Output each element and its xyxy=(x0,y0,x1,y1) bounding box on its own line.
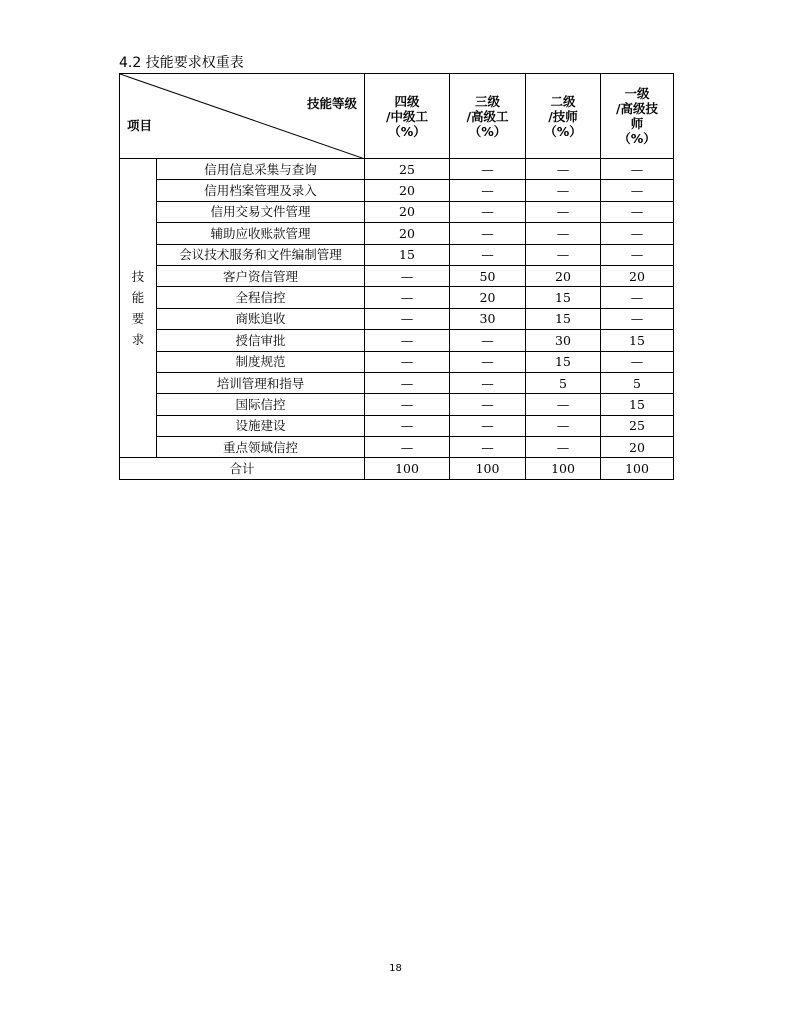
row-item: 设施建设 xyxy=(157,415,365,436)
cell-value: — xyxy=(601,308,674,329)
cell-value: — xyxy=(526,223,601,244)
cell-value: — xyxy=(526,201,601,222)
total-row xyxy=(120,458,674,479)
table-row xyxy=(120,437,674,458)
cell-value: — xyxy=(365,308,450,329)
table-row xyxy=(120,415,674,436)
cell-value: 15 xyxy=(365,244,450,265)
cell-value: 15 xyxy=(526,287,601,308)
cell-value: 15 xyxy=(601,394,674,415)
cell-value: — xyxy=(365,415,450,436)
row-item: 信用交易文件管理 xyxy=(157,201,365,222)
cell-value: 20 xyxy=(365,180,450,201)
cell-value: — xyxy=(601,351,674,372)
cell-value: — xyxy=(601,180,674,201)
page-number: 18 xyxy=(389,963,402,974)
corner-label-item: 项目 xyxy=(127,118,153,133)
table-row xyxy=(120,265,674,286)
cell-value: — xyxy=(365,351,450,372)
cell-value: — xyxy=(526,244,601,265)
cell-value: 5 xyxy=(526,372,601,393)
cell-value: 20 xyxy=(365,223,450,244)
cell-value: — xyxy=(365,330,450,351)
cell-value: — xyxy=(526,159,601,180)
cell-value: — xyxy=(450,201,526,222)
table-row xyxy=(120,201,674,222)
total-value: 100 xyxy=(526,458,601,479)
cell-value: 5 xyxy=(601,372,674,393)
table-row xyxy=(120,351,674,372)
table-row xyxy=(120,330,674,351)
cell-value: — xyxy=(450,437,526,458)
page-title: 4.2 技能要求权重表 xyxy=(119,55,244,71)
cell-value: — xyxy=(365,437,450,458)
row-item: 重点领域信控 xyxy=(157,437,365,458)
row-item: 会议技术服务和文件编制管理 xyxy=(157,244,365,265)
cell-value: — xyxy=(450,180,526,201)
cell-value: 30 xyxy=(450,308,526,329)
cell-value: — xyxy=(450,394,526,415)
cell-value: — xyxy=(526,394,601,415)
table-row xyxy=(120,244,674,265)
cell-value: — xyxy=(365,372,450,393)
cell-value: — xyxy=(450,372,526,393)
cell-value: 20 xyxy=(601,437,674,458)
row-item: 商账追收 xyxy=(157,308,365,329)
table-row xyxy=(120,394,674,415)
cell-value: — xyxy=(450,351,526,372)
total-value: 100 xyxy=(601,458,674,479)
total-label: 合计 xyxy=(120,458,365,479)
cell-value: 20 xyxy=(601,265,674,286)
table-row xyxy=(120,372,674,393)
cell-value: — xyxy=(365,265,450,286)
cell-value: — xyxy=(601,201,674,222)
cell-value: 15 xyxy=(526,308,601,329)
cell-value: — xyxy=(601,244,674,265)
table-row xyxy=(120,159,674,180)
cell-value: — xyxy=(526,180,601,201)
cell-value: — xyxy=(601,159,674,180)
cell-value: — xyxy=(450,223,526,244)
row-item: 全程信控 xyxy=(157,287,365,308)
cell-value: 15 xyxy=(601,330,674,351)
cell-value: — xyxy=(601,223,674,244)
diagonal-corner-cell xyxy=(120,74,365,159)
cell-value: — xyxy=(450,330,526,351)
row-item: 授信审批 xyxy=(157,330,365,351)
group-label-skill-requirements: 技 能 要 求 xyxy=(120,159,157,458)
header-level-1: 一级 /高级技 师 （%） xyxy=(601,74,674,159)
header-level-2: 二级 /技师 （%） xyxy=(526,74,601,159)
cell-value: 30 xyxy=(526,330,601,351)
row-item: 辅助应收账款管理 xyxy=(157,223,365,244)
row-item: 培训管理和指导 xyxy=(157,372,365,393)
total-value: 100 xyxy=(365,458,450,479)
cell-value: 50 xyxy=(450,265,526,286)
cell-value: — xyxy=(450,159,526,180)
row-item: 信用档案管理及录入 xyxy=(157,180,365,201)
diagonal-line xyxy=(120,74,365,159)
cell-value: 25 xyxy=(601,415,674,436)
cell-value: 25 xyxy=(365,159,450,180)
table-row xyxy=(120,308,674,329)
table-row xyxy=(120,180,674,201)
row-item: 信用信息采集与查询 xyxy=(157,159,365,180)
row-item: 客户资信管理 xyxy=(157,265,365,286)
skill-weight-table xyxy=(119,73,674,480)
cell-value: 20 xyxy=(365,201,450,222)
cell-value: — xyxy=(450,415,526,436)
cell-value: 20 xyxy=(450,287,526,308)
corner-label-skill-level: 技能等级 xyxy=(306,96,357,111)
cell-value: — xyxy=(526,415,601,436)
cell-value: — xyxy=(601,287,674,308)
table-row xyxy=(120,223,674,244)
row-item: 国际信控 xyxy=(157,394,365,415)
cell-value: — xyxy=(365,287,450,308)
cell-value: 15 xyxy=(526,351,601,372)
header-level-3: 三级 /高级工 （%） xyxy=(450,74,526,159)
total-value: 100 xyxy=(450,458,526,479)
cell-value: — xyxy=(526,437,601,458)
cell-value: — xyxy=(450,244,526,265)
cell-value: — xyxy=(365,394,450,415)
table-header-row xyxy=(120,74,674,159)
cell-value: 20 xyxy=(526,265,601,286)
header-level-4: 四级 /中级工 （%） xyxy=(365,74,450,159)
row-item: 制度规范 xyxy=(157,351,365,372)
table-row xyxy=(120,287,674,308)
